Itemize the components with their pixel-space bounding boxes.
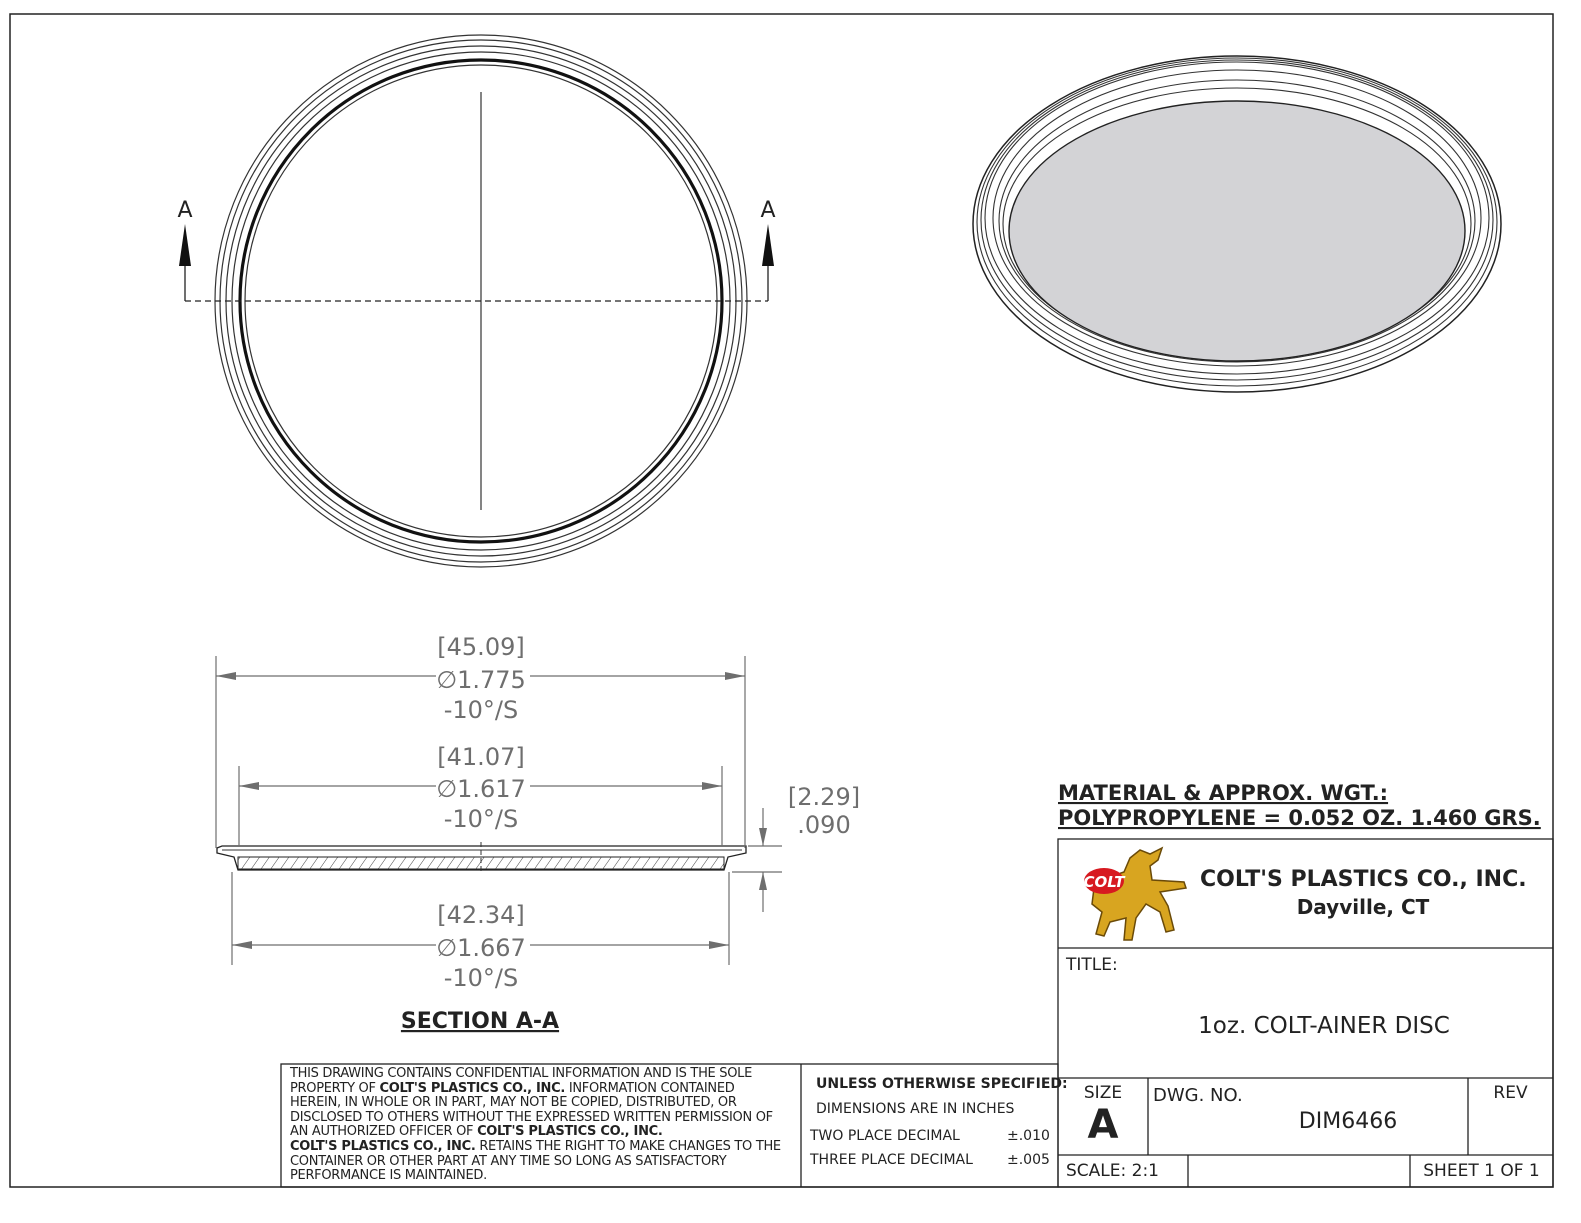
dwg-no-label: DWG. NO.	[1153, 1085, 1243, 1106]
confidentiality-notice: THIS DRAWING CONTAINS CONFIDENTIAL INFORMATION AND IS THE SOLE PROPERTY OF COLT'S PLASTICS CO., INC. INFORMATION CONTAINED HEREIN, IN WHOLE OR IN PART, MAY NOT BE COPIED, DISTRIBUTED, OR DISCLOSED TO OTHERS WITHOUT THE EXPRESSED WRITTEN PERMISSION OF AN AUTHORIZED OFFICER OF COLT'S PLASTICS CO., INC. COLT'S PLASTICS CO., INC. RETAINS THE RIGHT TO MAKE CHANGES TO THE CONTAINER OR OTHER PART AT ANY TIME SO LONG AS SATISFACTORY PERFORMANCE IS MAINTAINED.	[290, 1066, 781, 1184]
size-value: A	[1087, 1102, 1119, 1148]
material-spec: POLYPROPYLENE = 0.052 OZ. 1.460 GRS.	[1058, 806, 1541, 830]
section-arrow-right	[762, 224, 774, 266]
company-location: Dayville, CT	[1296, 895, 1430, 919]
height-dim-mm: [2.29]	[787, 783, 861, 811]
disc-surface	[1009, 101, 1465, 361]
two-place-label: TWO PLACE DECIMAL	[810, 1128, 960, 1144]
outer-dim-mm: [45.09]	[437, 633, 525, 661]
material-heading: MATERIAL & APPROX. WGT.:	[1058, 781, 1389, 805]
two-place-value: ±.010	[1007, 1128, 1050, 1144]
bottom-dim-draft: -10°/S	[443, 964, 519, 992]
title-label: TITLE:	[1066, 955, 1118, 975]
top-view	[177, 35, 775, 567]
rev-label: REV	[1493, 1083, 1528, 1103]
tolerance-units: DIMENSIONS ARE IN INCHES	[816, 1101, 1015, 1117]
outer-dim-draft: -10°/S	[443, 696, 519, 724]
middle-dim-draft: -10°/S	[443, 805, 519, 833]
dwg-no-value: DIM6466	[1298, 1109, 1398, 1134]
size-label: SIZE	[1083, 1083, 1123, 1103]
sheet-value: SHEET 1 OF 1	[1423, 1161, 1540, 1181]
section-arrow-left	[179, 224, 191, 266]
height-dim-inch: .090	[797, 811, 851, 839]
company-name: COLT'S PLASTICS CO., INC.	[1200, 867, 1527, 892]
svg-text:COLT: COLT	[1083, 873, 1125, 891]
section-marker-right: A	[760, 198, 776, 223]
company-logo	[1083, 848, 1186, 940]
bottom-dim-inch: ∅1.667	[436, 934, 526, 962]
bottom-dim-mm: [42.34]	[437, 901, 525, 929]
isometric-view	[973, 56, 1501, 392]
section-title: SECTION A-A	[400, 1009, 560, 1034]
scale-value: SCALE: 2:1	[1066, 1161, 1159, 1181]
outer-dim-inch: ∅1.775	[436, 666, 526, 694]
three-place-value: ±.005	[1007, 1152, 1050, 1168]
drawing-title: 1oz. COLT-AINER DISC	[1198, 1013, 1450, 1039]
section-marker-left: A	[177, 198, 193, 223]
middle-dim-inch: ∅1.617	[436, 775, 526, 803]
three-place-label: THREE PLACE DECIMAL	[810, 1152, 973, 1168]
middle-dim-mm: [41.07]	[437, 743, 525, 771]
tolerance-header: UNLESS OTHERWISE SPECIFIED:	[816, 1076, 1068, 1092]
section-view	[217, 842, 746, 874]
